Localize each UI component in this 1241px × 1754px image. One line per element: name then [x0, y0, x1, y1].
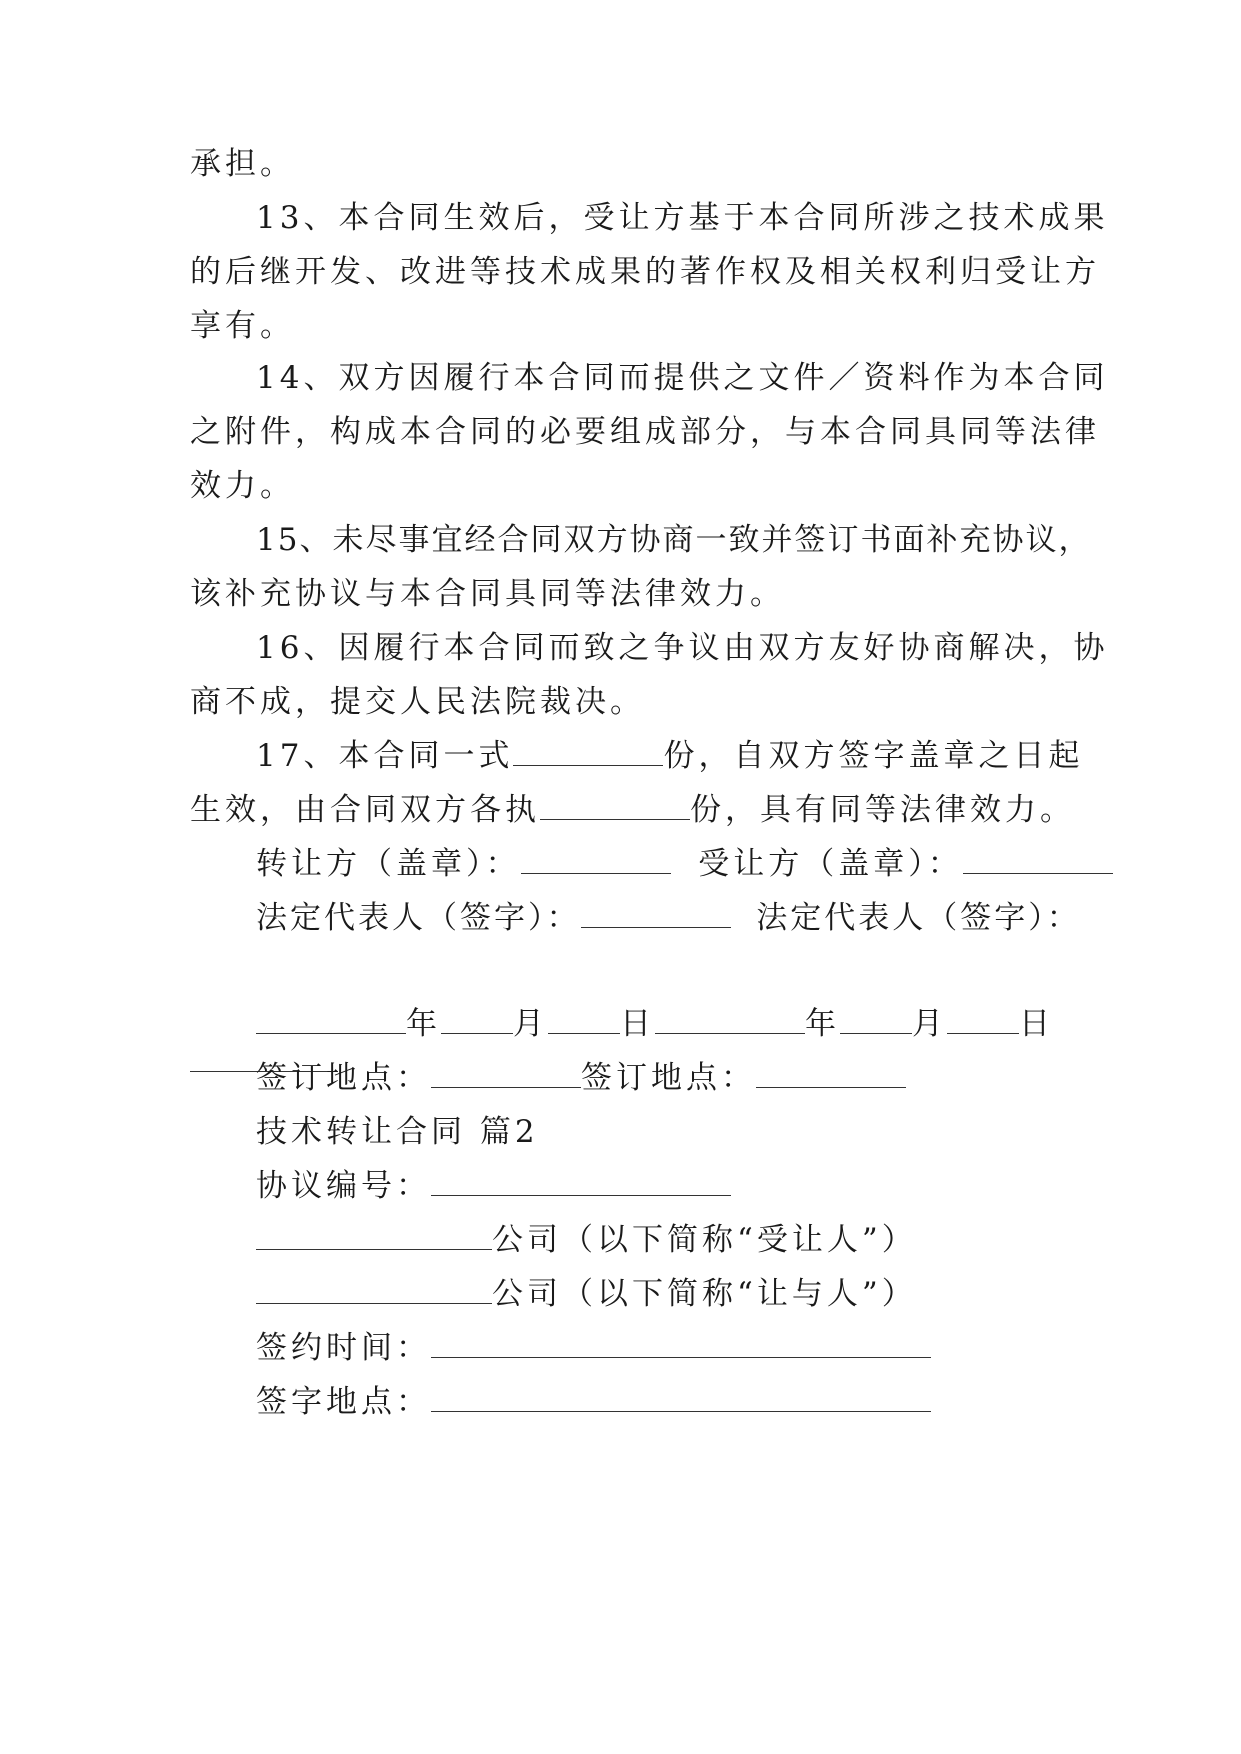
representative-line [256, 898, 1136, 938]
place-blank-2[interactable] [756, 1059, 906, 1088]
clause-17-text-d: 份，具有同等法律效力。 [690, 792, 1075, 828]
copies-each-blank[interactable] [540, 791, 690, 820]
company-1-blank[interactable] [256, 1221, 492, 1250]
company-2-line [256, 1274, 1136, 1314]
clause-15-line-1: 15、未尽事宜经合同双方协商一致并签订书面补充协议， [256, 522, 1092, 558]
date-day-blank-1[interactable] [548, 1005, 620, 1034]
sign-time-blank[interactable] [431, 1329, 931, 1358]
date-line [256, 1004, 1136, 1044]
sign-place-label: 签字地点： [256, 1384, 431, 1420]
clause-14-line-3: 效力。 [190, 468, 295, 504]
copies-total-blank[interactable] [513, 737, 663, 766]
sign-time-label: 签约时间： [256, 1330, 431, 1366]
clause-13-line-1: 13、本合同生效后，受让方基于本合同所涉之技术成果 [256, 200, 1109, 236]
company-2-label: 公司（以下简称“让与人”） [492, 1276, 917, 1312]
place-label-2: 签订地点： [581, 1060, 756, 1096]
place-blank-1[interactable] [431, 1059, 581, 1088]
date-day-blank-2[interactable] [947, 1005, 1019, 1034]
clause-16-line-2: 商不成，提交人民法院裁决。 [190, 684, 645, 720]
clause-17-text-a: 17、本合同一式 [256, 738, 514, 774]
rep-sign-label-1: 法定代表人（签字）： [256, 900, 581, 936]
clause-17-line-1 [256, 736, 1136, 776]
part2-title: 技术转让合同 篇2 [256, 1114, 539, 1150]
year-label-2: 年 [805, 1006, 840, 1042]
paragraph-line: 承担。 [190, 146, 295, 182]
clause-13-line-2: 的后继开发、改进等技术成果的著作权及相关权利归受让方 [190, 254, 1100, 290]
agreement-no-line [256, 1166, 1136, 1206]
month-label-2: 月 [912, 1006, 947, 1042]
agreement-no-label: 协议编号： [256, 1168, 431, 1204]
sign-place-blank[interactable] [431, 1383, 931, 1412]
sign-time-line [256, 1328, 1136, 1368]
date-year-blank-2[interactable] [655, 1005, 805, 1034]
company-2-blank[interactable] [256, 1275, 492, 1304]
sign-place-line [256, 1058, 1136, 1098]
company-1-line [256, 1220, 1136, 1260]
clause-14-line-2: 之附件，构成本合同的必要组成部分，与本合同具同等法律 [190, 414, 1100, 450]
clause-17-text-c: 生效，由合同双方各执 [190, 792, 540, 828]
sign-place-2-line [256, 1382, 1136, 1422]
place-label-1: 签订地点： [256, 1060, 431, 1096]
rep-sign-blank-1[interactable] [581, 899, 731, 928]
clause-17-text-b: 份，自双方签字盖章之日起 [663, 738, 1084, 774]
clause-14-line-1: 14、双方因履行本合同而提供之文件／资料作为本合同 [256, 360, 1109, 396]
transferor-seal-label: 转让方（盖章）： [256, 846, 521, 882]
clause-15-line-2: 该补充协议与本合同具同等法律效力。 [190, 576, 785, 612]
transferee-seal-label: 受让方（盖章）： [698, 846, 963, 882]
clause-16-line-1: 16、因履行本合同而致之争议由双方友好协商解决，协 [256, 630, 1109, 666]
day-label-2: 日 [1019, 1006, 1054, 1042]
rep-sign-label-2: 法定代表人（签字）： [756, 900, 1081, 936]
date-year-blank-1[interactable] [256, 1005, 406, 1034]
seal-line [256, 844, 1136, 884]
month-label-1: 月 [513, 1006, 548, 1042]
date-month-blank-1[interactable] [441, 1005, 513, 1034]
date-month-blank-2[interactable] [840, 1005, 912, 1034]
agreement-no-blank[interactable] [431, 1167, 731, 1196]
day-label-1: 日 [620, 1006, 655, 1042]
clause-13-line-3: 享有。 [190, 308, 295, 344]
transferee-seal-blank[interactable] [963, 845, 1113, 874]
clause-17-line-2 [190, 790, 1075, 830]
company-1-label: 公司（以下简称“受让人”） [492, 1222, 917, 1258]
transferor-seal-blank[interactable] [521, 845, 671, 874]
year-label-1: 年 [406, 1006, 441, 1042]
